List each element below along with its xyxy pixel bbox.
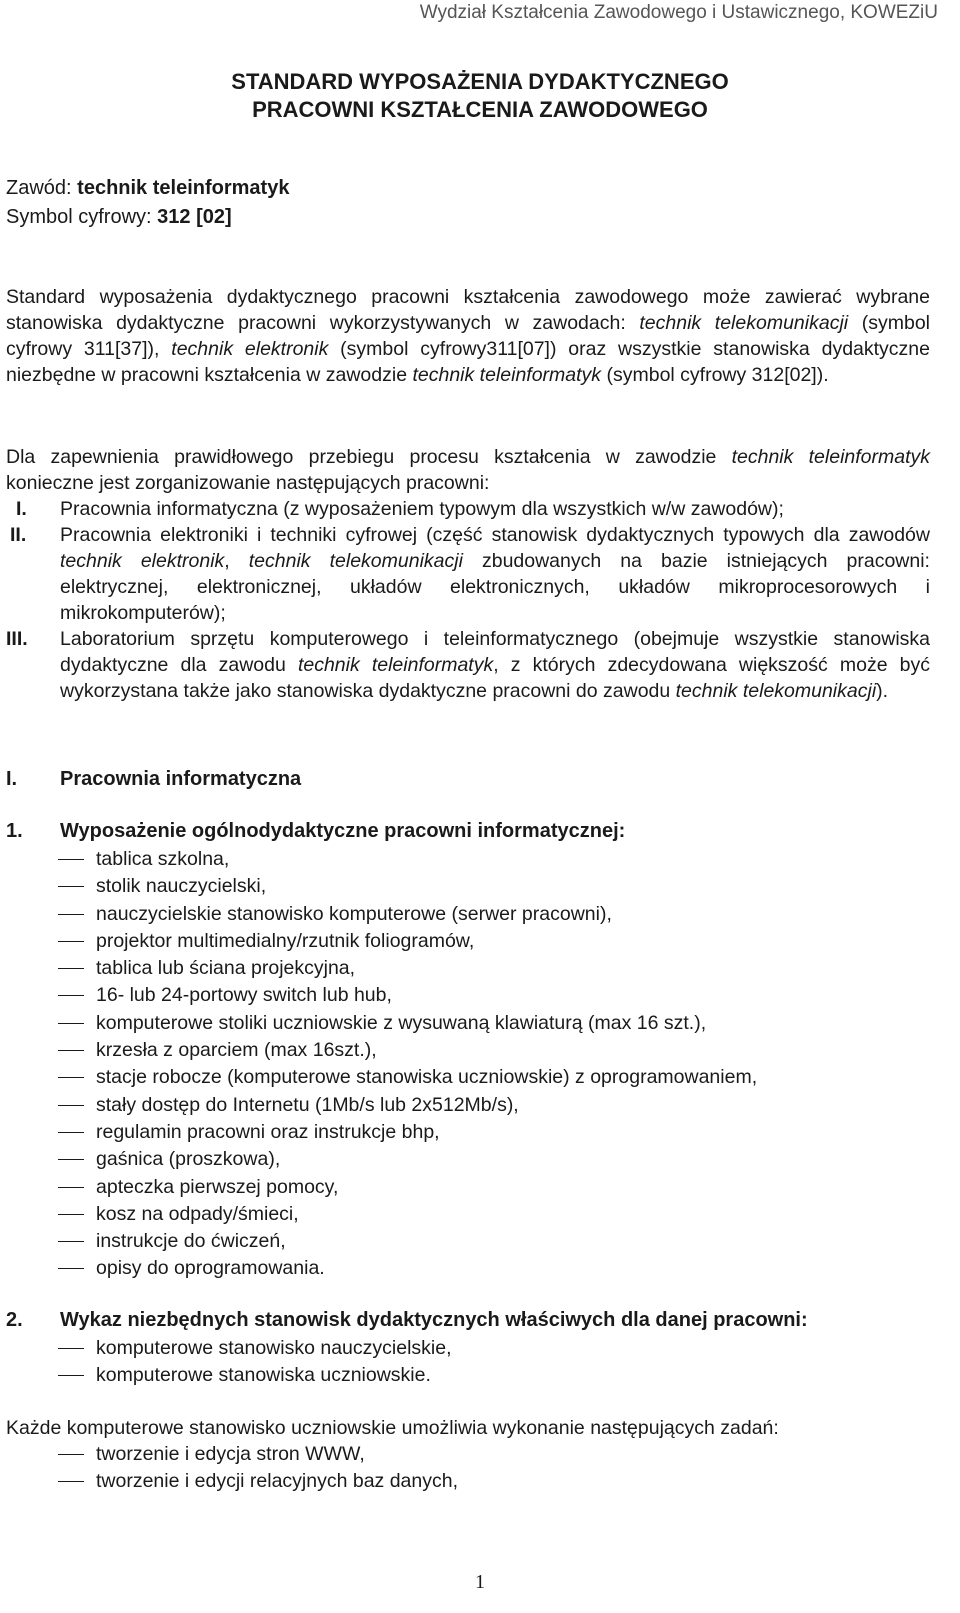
symbol-line [6,203,289,232]
intro-italic: technik telekomunikacji [639,312,849,334]
section-number: 2. [6,1309,23,1331]
item-text: zbudowanych na bazie istniejących pracowni: elektrycznej, elektronicznej, układów elektronicznych, układów mikroprocesorowych i mikrokomputerów); [60,550,930,624]
profession-label: Zawód: [6,177,78,199]
item-italic: technik teleinformatyk [297,654,494,676]
tasks-intro: Każde komputerowe stanowisko uczniowskie umożliwia wykonanie następujących zadań: [6,1417,779,1439]
workshop-item [6,522,930,626]
intro-italic: technik elektronik [171,338,329,360]
list-item: kosz na odpady/śmieci, [58,1201,757,1228]
list-item: stacje robocze (komputerowe stanowiska uczniowskie) z oprogramowaniem, [58,1064,757,1091]
profession-value: technik teleinformatyk [77,177,290,199]
profession-line [6,174,289,203]
list-item: gaśnica (proszkowa), [58,1146,757,1173]
workshops-paragraph [6,444,930,496]
list-item: 16- lub 24-portowy switch lub hub, [58,982,757,1009]
item-number: I. [16,498,27,520]
list-item: apteczka pierwszej pomocy, [58,1174,757,1201]
item-text: Pracownia elektroniki i techniki cyfrowej (część stanowisk dydaktycznych typowych dla zawodów [60,524,930,546]
item-number: II. [10,524,27,546]
section-number: I. [6,768,18,790]
list-item: nauczycielskie stanowisko komputerowe (serwer pracowni), [58,901,757,928]
stations-list [58,1335,452,1390]
list-item: opisy do oprogramowania. [58,1255,757,1282]
intro-text: Standard wyposażenia dydaktycznego pracowni kształcenia zawodowego może zawierać wybrane stanowiska dydaktyczne pracowni wykorzystywanych w zawodach: [6,286,930,334]
intro-paragraph [6,284,930,388]
page-header: Wydział Kształcenia Zawodowego i Ustawicznego, KOWEZiU [419,2,938,23]
list-item: instrukcje do ćwiczeń, [58,1228,757,1255]
section-title: Pracownia informatyczna [60,768,302,790]
intro-text: (symbol cyfrowy 311[37]), [6,312,930,360]
page-number: 1 [475,1571,485,1593]
list-item: komputerowe stanowiska uczniowskie. [58,1362,452,1389]
list-item: regulamin pracowni oraz instrukcje bhp, [58,1119,757,1146]
title-line-2: PRACOWNI KSZTAŁCENIA ZAWODOWEGO [252,97,708,122]
list-item: tworzenie i edycja stron WWW, [58,1441,458,1468]
section-title: Wykaz niezbędnych stanowisk dydaktycznych właściwych dla danej pracowni: [60,1309,808,1331]
item-text: Laboratorium sprzętu komputerowego i teleinformatycznego (obejmuje wszystkie stanowiska dydaktyczne dla zawodu [60,628,930,676]
item-italic: technik telekomunikacji [675,680,877,702]
workshop-item [6,626,930,704]
list-item: komputerowe stanowisko nauczycielskie, [58,1335,452,1362]
item-italic: technik telekomunikacji [248,550,463,572]
section-heading [6,766,301,792]
item-text: , z których zdecydowana większość może być wykorzystana także jako stanowiska dydaktyczne pracowni do zawodu [60,654,931,702]
intro-text: (symbol cyfrowy311[07]) oraz wszystkie stanowiska dydaktyczne niezbędne w pracowni kształcenia w zawodzie [6,338,930,386]
item-text: ). [876,680,889,702]
paragraph-text: Dla zapewnienia prawidłowego przebiegu procesu kształcenia w zawodzie [6,446,732,468]
item-text: Pracownia informatyczna (z wyposażeniem typowym dla wszystkich w/w zawodów); [60,498,784,520]
profession-meta [6,174,289,232]
list-item: stolik nauczycielski, [58,873,757,900]
intro-text: (symbol cyfrowy 312[02]). [601,364,829,386]
subsection-heading [6,818,625,844]
paragraph-italic: technik teleinformatyk [731,446,931,468]
list-item: krzesła z oparciem (max 16szt.), [58,1037,757,1064]
paragraph-text: konieczne jest zorganizowanie następujących pracowni: [6,472,490,494]
symbol-value: 312 [02] [157,206,232,228]
item-text: , [224,550,249,572]
list-item: projektor multimedialny/rzutnik foliogramów, [58,928,757,955]
section-title: Wyposażenie ogólnodydaktyczne pracowni informatycznej: [60,820,626,842]
item-number: III. [6,628,28,650]
list-item: tworzenie i edycji relacyjnych baz danych, [58,1468,458,1495]
list-item: stały dostęp do Internetu (1Mb/s lub 2x512Mb/s), [58,1092,757,1119]
workshops-list [6,496,930,704]
section-number: 1. [6,820,23,842]
list-item: komputerowe stoliki uczniowskie z wysuwaną klawiaturą (max 16 szt.), [58,1010,757,1037]
intro-italic: technik teleinformatyk [412,364,602,386]
workshop-item [6,496,930,522]
document-title [0,68,960,124]
tasks-list [58,1441,458,1496]
list-item: tablica lub ściana projekcyjna, [58,955,757,982]
equipment-list [58,846,757,1283]
symbol-label: Symbol cyfrowy: [6,206,158,228]
subsection-heading [6,1307,808,1333]
title-line-1: STANDARD WYPOSAŻENIA DYDAKTYCZNEGO [231,69,729,94]
list-item: tablica szkolna, [58,846,757,873]
item-italic: technik elektronik [60,550,225,572]
